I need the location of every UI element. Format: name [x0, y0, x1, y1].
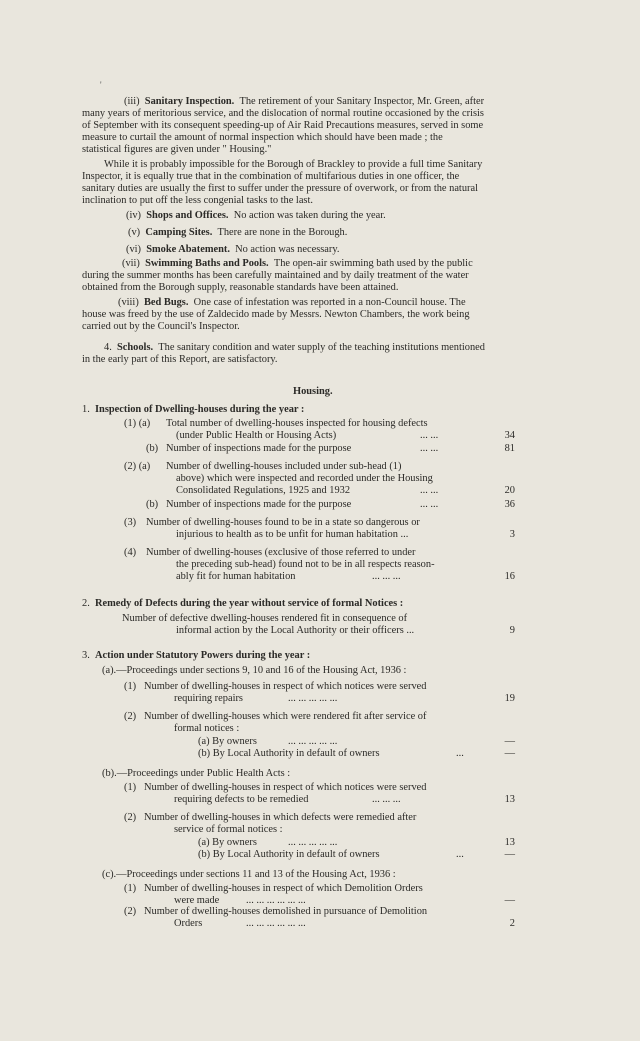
- s3-a1-line-2: requiring repairs: [174, 693, 243, 704]
- s3-a2b-value: —: [504, 748, 515, 759]
- item-iii-line-4: measure to curtail the amount of normal inspection which should have been made ; the: [82, 132, 443, 143]
- s3-b2a-dots: ... ... ... ... ...: [288, 837, 338, 848]
- s3-b1-dots: ... ... ...: [372, 794, 401, 805]
- para-2-line-1: While it is probably impossible for the Borough of Brackley to provide a full time Sanitary: [104, 159, 483, 170]
- s3-b2b-dots: ...: [456, 849, 464, 860]
- item-vi: (vi) Smoke Abatement. No action was necessary.: [126, 244, 340, 255]
- s3-a2-line-2: formal notices :: [174, 723, 240, 734]
- s1-4-label: (4): [124, 547, 137, 558]
- s1-3-label: (3): [124, 517, 137, 528]
- s1-4-line-2: the preceding sub-head) found not to be in all respects reason-: [176, 559, 435, 570]
- item-viii-line-2: house was freed by the use of Zaldecido made by Messrs. Newton Chambers, the work being: [82, 309, 470, 320]
- s3-b2-label: (2): [124, 812, 137, 823]
- s1-2a-line-3: Consolidated Regulations, 1925 and 1932: [176, 485, 351, 496]
- s1-2a-label: (2) (a): [124, 461, 151, 472]
- s3-a2a: (a) By owners: [198, 736, 257, 747]
- s1-2a-line-1: Number of dwelling-houses included under sub-head (1): [166, 461, 402, 472]
- s3-c2-label: (2): [124, 906, 137, 917]
- item-vii-line-1: (vii) Swimming Baths and Pools. The open-air swimming bath used by the public: [122, 258, 473, 269]
- s1-2b-line-1: Number of inspections made for the purpose: [166, 499, 352, 510]
- schools-line-1: 4. Schools. The sanitary condition and water supply of the teaching institutions mentioned: [104, 342, 485, 353]
- s1-4-value: 16: [504, 571, 515, 582]
- s3-c2-dots: ... ... ... ... ... ...: [246, 918, 306, 929]
- item-vii-line-2: during the summer months has been carefully maintained and by daily treatment of the water: [82, 270, 469, 281]
- s1-1a-value: 34: [504, 430, 515, 441]
- s3-b2a: (a) By owners: [198, 837, 257, 848]
- item-vii-line-3: obtained from the Borough supply, reasonable standards have been attained.: [82, 282, 399, 293]
- s1-2b-label: (b): [146, 499, 159, 510]
- s3-a2-line-1: Number of dwelling-houses which were rendered fit after service of: [144, 711, 427, 722]
- s1-4-line-3: ably fit for human habitation: [176, 571, 296, 582]
- s3-b2-line-1: Number of dwelling-houses in which defects were remedied after: [144, 812, 417, 823]
- s3-c1-line-1: Number of dwelling-houses in respect of which Demolition Orders: [144, 883, 423, 894]
- s3-a2-label: (2): [124, 711, 137, 722]
- s1-1a-line-1: Total number of dwelling-houses inspected for housing defects: [166, 418, 428, 429]
- s3-a-heading: (a).—Proceedings under sections 9, 10 and 16 of the Housing Act, 1936 :: [102, 665, 407, 676]
- s1-1a-line-2: (under Public Health or Housing Acts): [176, 430, 337, 441]
- housing-s1-heading: 1. Inspection of Dwelling-houses during the year :: [82, 404, 305, 415]
- item-v: (v) Camping Sites. There are none in the Borough.: [128, 227, 348, 238]
- s1-2a-value: 20: [504, 485, 515, 496]
- s1-2b-dots: ... ...: [420, 499, 439, 510]
- s3-a1-value: 19: [504, 693, 515, 704]
- s3-b1-line-2: requiring defects to be remedied: [174, 794, 309, 805]
- s3-b2b: (b) By Local Authority in default of owners: [198, 849, 380, 860]
- s3-a1-dots: ... ... ... ... ...: [288, 693, 338, 704]
- s3-c1-line-2: were made: [174, 895, 220, 906]
- item-iii-line-2: many years of meritorious service, and the dislocation of normal routine occasioned by the crisis: [82, 108, 484, 119]
- s3-c1-dots: ... ... ... ... ... ...: [246, 895, 306, 906]
- s3-c2-line-1: Number of dwelling-houses demolished in pursuance of Demolition: [144, 906, 428, 917]
- s1-1a-dots: ... ...: [420, 430, 439, 441]
- s3-b1-label: (1): [124, 782, 137, 793]
- s1-4-line-1: Number of dwelling-houses (exclusive of those referred to under: [146, 547, 416, 558]
- item-viii-line-1: (viii) Bed Bugs. One case of infestation was reported in a non-Council house. The: [118, 297, 466, 308]
- para-2-line-3: sanitary duties are usually the first to suffer under the pressure of overwork, or from the natural: [82, 183, 478, 194]
- item-viii-line-3: carried out by the Council's Inspector.: [82, 321, 240, 332]
- para-2-line-2: Inspector, it is equally true that in the combination of multifarious duties in one officer, the: [82, 171, 460, 182]
- s3-c-heading: (c).—Proceedings under sections 11 and 13 of the Housing Act, 1936 :: [102, 869, 396, 880]
- s1-2a-dots: ... ...: [420, 485, 439, 496]
- s3-a2a-dots: ... ... ... ... ...: [288, 736, 338, 747]
- s3-b1-line-1: Number of dwelling-houses in respect of which notices were served: [144, 782, 427, 793]
- schools-line-2: in the early part of this Report, are satisfactory.: [82, 354, 278, 365]
- s1-1b-line-1: Number of inspections made for the purpose: [166, 443, 352, 454]
- item-iii-line-1: (iii) Sanitary Inspection. The retirement of your Sanitary Inspector, Mr. Green, after: [124, 96, 485, 107]
- s2-line-2: informal action by the Local Authority or their officers ...: [176, 625, 415, 636]
- s3-a2b: (b) By Local Authority in default of owners: [198, 748, 380, 759]
- s1-3-line-1: Number of dwelling-houses found to be in a state so dangerous or: [146, 517, 420, 528]
- housing-s3-heading: 3. Action under Statutory Powers during the year :: [82, 650, 311, 661]
- s3-c1-label: (1): [124, 883, 137, 894]
- s3-b-heading: (b).—Proceedings under Public Health Acts :: [102, 768, 291, 779]
- s3-b2-line-2: service of formal notices :: [174, 824, 283, 835]
- para-2-line-4: inclination to put off the less congenial tasks to the last.: [82, 195, 313, 206]
- s2-line-1: Number of defective dwelling-houses rendered fit in consequence of: [122, 613, 408, 624]
- stray-mark: ': [100, 80, 102, 90]
- s3-c1-value: —: [504, 895, 515, 906]
- s3-b2a-value: 13: [504, 837, 515, 848]
- s3-a2b-dots: ...: [456, 748, 464, 759]
- s1-2b-value: 36: [504, 499, 515, 510]
- s1-1b-label: (b): [146, 443, 159, 454]
- housing-s2-heading: 2. Remedy of Defects during the year without service of formal Notices :: [82, 598, 404, 609]
- s3-a1-label: (1): [124, 681, 137, 692]
- item-iii-line-3: of September with its consequent speeding-up of Air Raid Precautions measures, served in some: [82, 120, 484, 131]
- s2-value: 9: [509, 625, 515, 636]
- s3-c2-value: 2: [509, 918, 515, 929]
- housing-title: Housing.: [293, 386, 333, 397]
- s3-a1-line-1: Number of dwelling-houses in respect of which notices were served: [144, 681, 427, 692]
- s3-c2-line-2: Orders: [174, 918, 203, 929]
- s1-2a-line-2: above) which were inspected and recorded under the Housing: [176, 473, 433, 484]
- item-iii-line-5: statistical figures are given under " Housing.": [82, 144, 272, 155]
- s1-4-dots: ... ... ...: [372, 571, 401, 582]
- s3-a2a-value: —: [504, 736, 515, 747]
- s1-3-value: 3: [509, 529, 515, 540]
- s3-b1-value: 13: [504, 794, 515, 805]
- s3-b2b-value: —: [504, 849, 515, 860]
- s1-1b-dots: ... ...: [420, 443, 439, 454]
- item-iv: (iv) Shops and Offices. No action was taken during the year.: [126, 210, 386, 221]
- s1-1b-value: 81: [504, 443, 515, 454]
- s1-1a-label: (1) (a): [124, 418, 151, 429]
- s1-3-line-2: injurious to health as to be unfit for human habitation ...: [176, 529, 409, 540]
